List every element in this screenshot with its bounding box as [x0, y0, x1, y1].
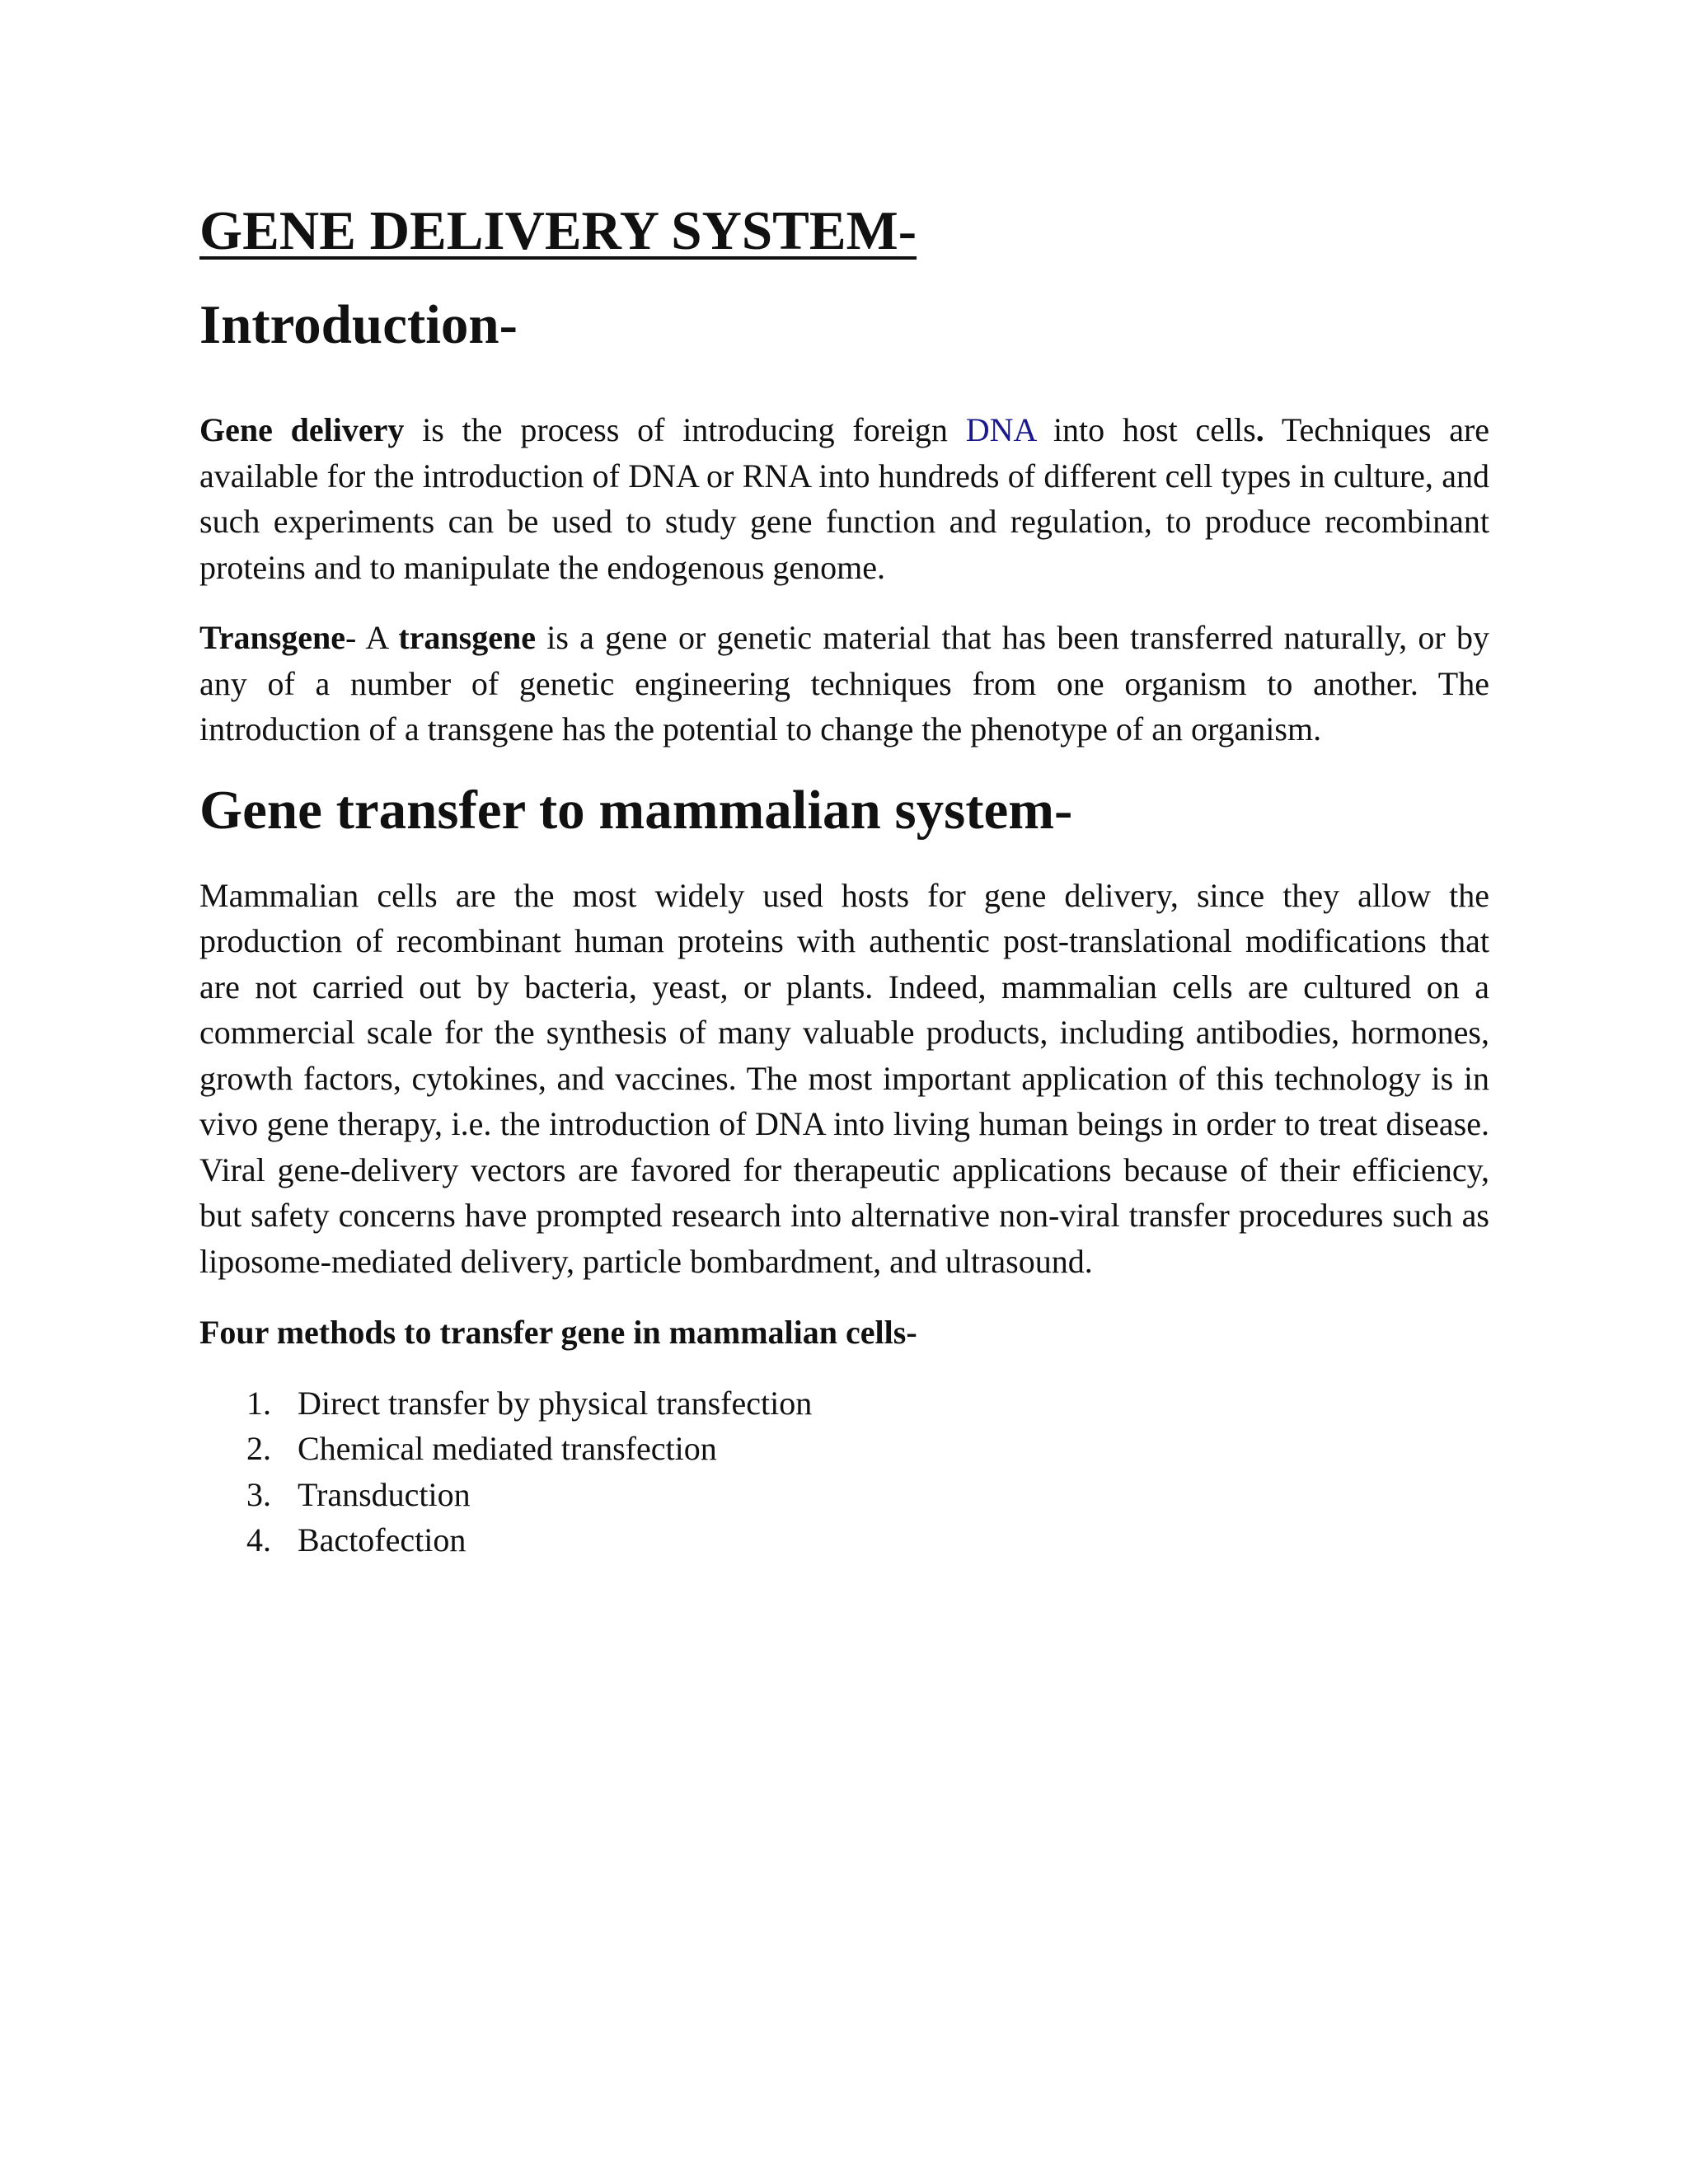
introduction-heading: Introduction- [199, 294, 518, 355]
list-item [199, 1517, 1489, 1563]
list-item-number: 4. [246, 1521, 271, 1558]
gene-delivery-paragraph [199, 407, 1489, 590]
gene-delivery-text-b: into host cells [1035, 411, 1256, 448]
gene-delivery-period: . [1255, 411, 1264, 448]
list-item-label: Direct transfer by physical transfection [298, 1384, 813, 1422]
transgene-term: Transgene [199, 619, 346, 656]
gene-delivery-text-c: Techniques are available for the introduction of DNA or RNA into hundreds of different cell types in culture, and such experiments can be used to study gene function and regulation, to produce recombinant proteins and to manipulate the endogenous genome. [199, 411, 1490, 586]
dna-link[interactable]: DNA [965, 411, 1036, 448]
transgene-text-a: - A [345, 619, 399, 656]
list-item-label: Transduction [298, 1475, 471, 1513]
document-page [199, 190, 1489, 1563]
transgene-paragraph [199, 615, 1489, 752]
list-item [199, 1472, 1489, 1518]
list-item-label: Bactofection [298, 1521, 467, 1558]
document-title: GENE DELIVERY SYSTEM- [199, 200, 917, 261]
gene-delivery-term: Gene delivery [199, 411, 405, 448]
list-item [199, 1380, 1489, 1427]
list-item-number: 1. [246, 1384, 271, 1422]
methods-list [199, 1380, 1489, 1563]
transgene-term-inline: transgene [398, 619, 536, 656]
mammalian-section-heading: Gene transfer to mammalian system- [199, 779, 1073, 841]
gene-delivery-text-a: is the process of introducing foreign [404, 411, 966, 448]
transgene-text-b: is a gene or genetic material that has been transferred naturally, or by any of a number of genetic engineering techniques from one organism to another. The introduction of a transgene has the potential to change the phenotype of an organism. [199, 619, 1489, 748]
list-item-number: 3. [246, 1475, 271, 1513]
mammalian-paragraph: Mammalian cells are the most widely used hosts for gene delivery, since they allow the production of recombinant human proteins with authentic post-translational modifications that are not carried out by bacteria, yeast, or plants. Indeed, mammalian cells are cultured on a commercial scale for the synthesis of many valuable products, including antibodies, hormones, growth factors, cytokines, and vaccines. The most important application of this technology is in vivo gene therapy, i.e. the introduction of DNA into living human beings in order to treat disease. Viral gene-delivery vectors are favored for therapeutic applications because of their efficiency, but safety concerns have prompted research into alternative non-viral transfer procedures such as liposome-mediated delivery, particle bombardment, and ultrasound. [199, 876, 1489, 1280]
methods-heading: Four methods to transfer gene in mammalian cells- [199, 1314, 917, 1351]
list-item [199, 1426, 1489, 1472]
list-item-label: Chemical mediated transfection [298, 1430, 717, 1467]
list-item-number: 2. [246, 1430, 271, 1467]
